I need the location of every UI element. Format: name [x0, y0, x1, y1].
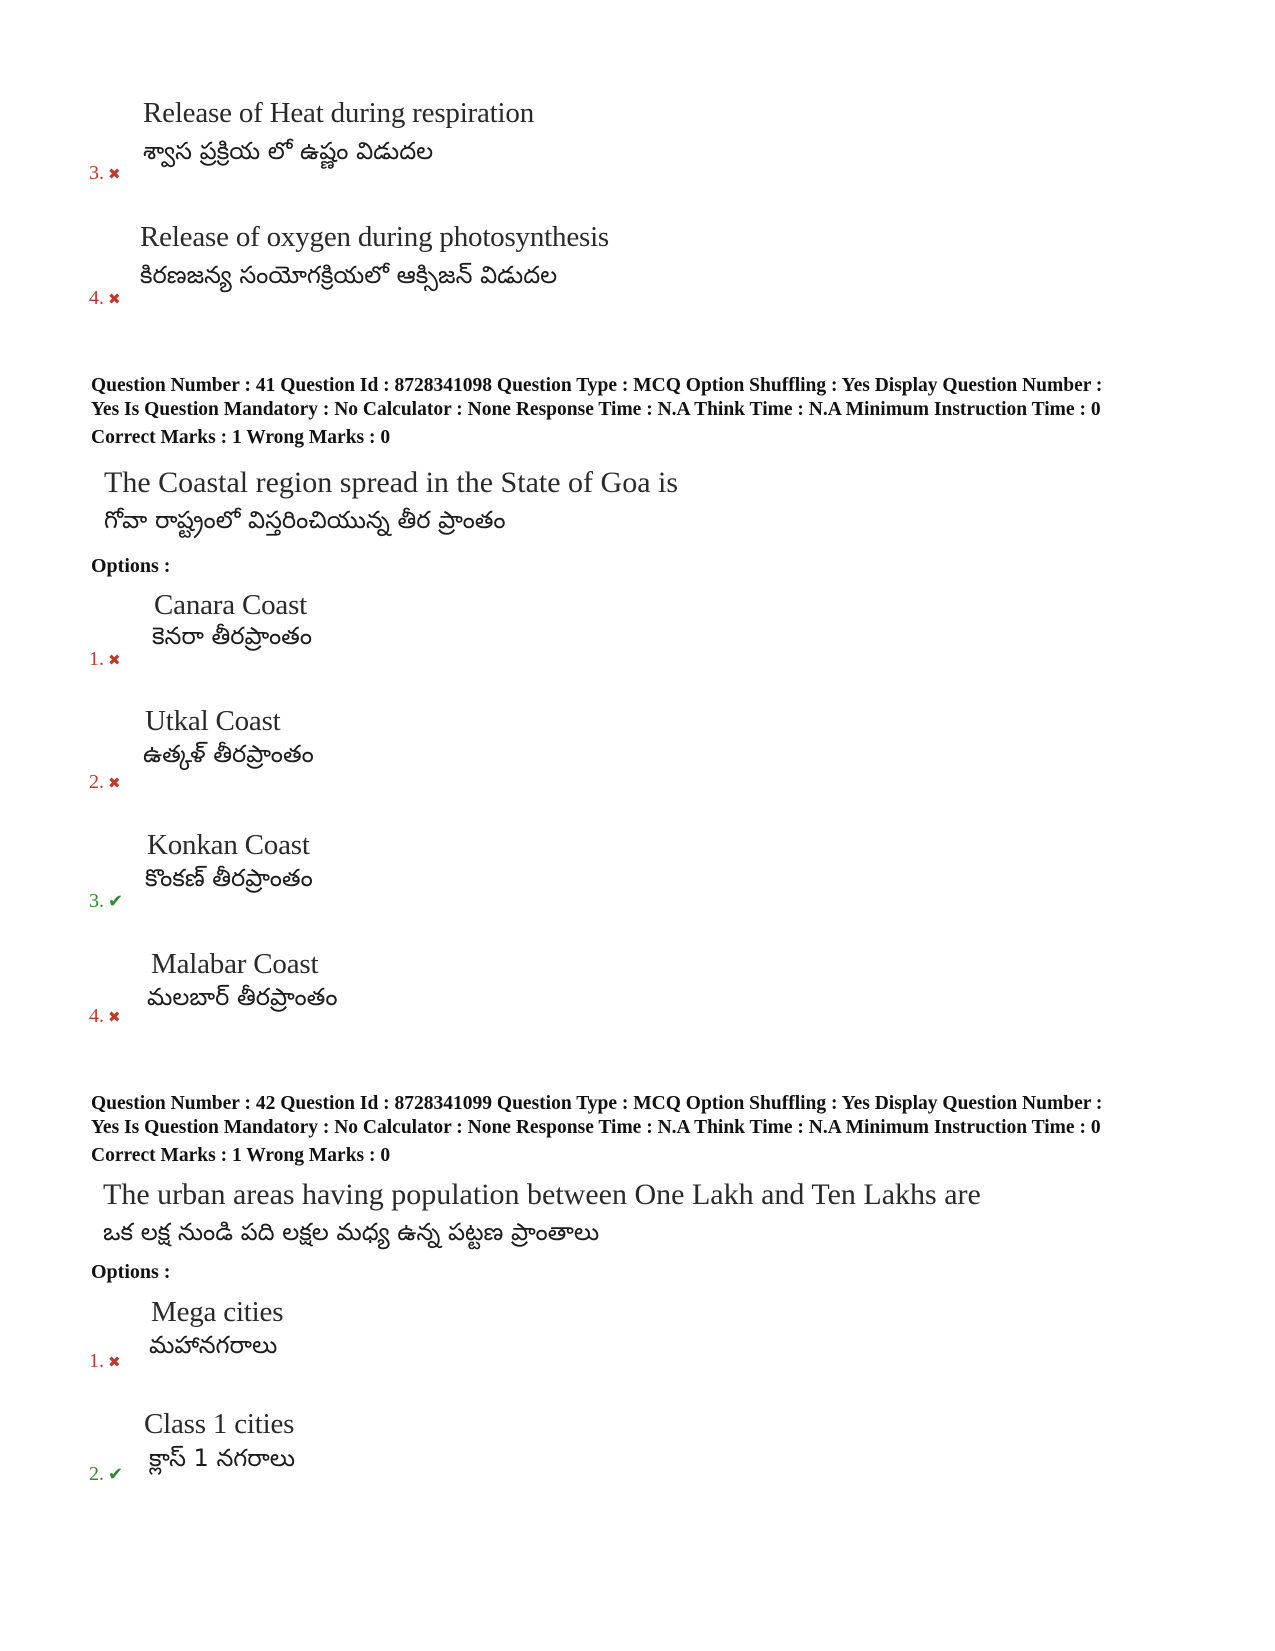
option-number — [89, 771, 121, 794]
option-number-label: 3. — [89, 162, 104, 184]
option-number — [89, 162, 121, 185]
options-label: Options : — [91, 555, 171, 577]
cross-icon: ✖ — [108, 292, 121, 308]
option-text-en: Malabar Coast — [151, 948, 319, 980]
option-number — [89, 1463, 123, 1486]
option-number-label: 1. — [89, 648, 104, 670]
question-meta — [91, 1092, 1201, 1168]
marks-line: Correct Marks : 1 Wrong Marks : 0 — [91, 427, 391, 448]
question-meta — [91, 374, 1201, 450]
option-text-te: కిరణజన్య సంయోగక్రియలో ఆక్సిజన్ విడుదల — [140, 261, 558, 289]
cross-icon: ✖ — [108, 776, 121, 792]
option-number — [89, 287, 121, 310]
option-number-label: 1. — [89, 1350, 104, 1372]
option-number — [89, 890, 123, 913]
option-text-te: శ్వాస ప్రక్రియ లో ఉష్ణం విడుదల — [143, 137, 434, 165]
option-text-te: కెనరా తీరప్రాంతం — [152, 622, 312, 650]
option-text-en: Utkal Coast — [145, 705, 281, 737]
option-text-te: మహానగరాలు — [149, 1331, 278, 1359]
option-number — [89, 1350, 121, 1373]
meta-line: Yes Is Question Mandatory : No Calculator : None Response Time : N.A Think Time : N.A Minimum Instruction Time : 0 — [91, 399, 1101, 420]
marks-line: Correct Marks : 1 Wrong Marks : 0 — [91, 1145, 391, 1166]
option-text-en: Class 1 cities — [144, 1408, 295, 1440]
options-label: Options : — [91, 1261, 171, 1283]
option-number-label: 4. — [89, 1005, 104, 1027]
cross-icon: ✖ — [108, 167, 121, 183]
option-number — [89, 1005, 121, 1028]
option-text-te: క్లాస్ 1 నగరాలు — [149, 1444, 296, 1472]
option-number-label: 2. — [89, 1463, 104, 1485]
question-text-te: గోవా రాష్ట్రంలో విస్తరించియున్న తీర ప్రాంతం — [104, 506, 506, 534]
option-text-te: కొంకణ్ తీరప్రాంతం — [145, 864, 313, 892]
option-number-label: 4. — [89, 287, 104, 309]
cross-icon: ✖ — [108, 653, 121, 669]
meta-line: Yes Is Question Mandatory : No Calculator : None Response Time : N.A Think Time : N.A Minimum Instruction Time : 0 — [91, 1117, 1101, 1138]
option-text-en: Canara Coast — [154, 589, 308, 621]
option-text-en: Release of oxygen during photosynthesis — [140, 221, 610, 253]
cross-icon: ✖ — [108, 1355, 121, 1371]
question-text-te: ఒక లక్ష నుండి పది లక్షల మధ్య ఉన్న పట్టణ ప్రాంతాలు — [103, 1218, 600, 1246]
meta-line: Question Number : 42 Question Id : 8728341099 Question Type : MCQ Option Shuffling : Yes Display Question Number : — [91, 1093, 1103, 1114]
meta-line: Question Number : 41 Question Id : 8728341098 Question Type : MCQ Option Shuffling : Yes Display Question Number : — [91, 375, 1103, 396]
option-text-te: ఉత్కళ్ తీరప్రాంతం — [143, 740, 314, 768]
option-text-en: Release of Heat during respiration — [143, 97, 535, 129]
check-icon: ✔ — [108, 1464, 124, 1484]
option-text-te: మలబార్ తీరప్రాంతం — [147, 983, 338, 1011]
check-icon: ✔ — [108, 891, 124, 911]
option-number-label: 2. — [89, 771, 104, 793]
cross-icon: ✖ — [108, 1010, 121, 1026]
question-text-en: The Coastal region spread in the State of Goa is — [104, 466, 679, 499]
question-text — [103, 1178, 981, 1252]
option-number-label: 3. — [89, 890, 104, 912]
question-text-en: The urban areas having population between One Lakh and Ten Lakhs are — [103, 1178, 981, 1211]
option-text-en: Mega cities — [151, 1296, 284, 1328]
option-number — [89, 648, 121, 671]
question-text — [104, 466, 678, 540]
option-text-en: Konkan Coast — [147, 829, 310, 861]
